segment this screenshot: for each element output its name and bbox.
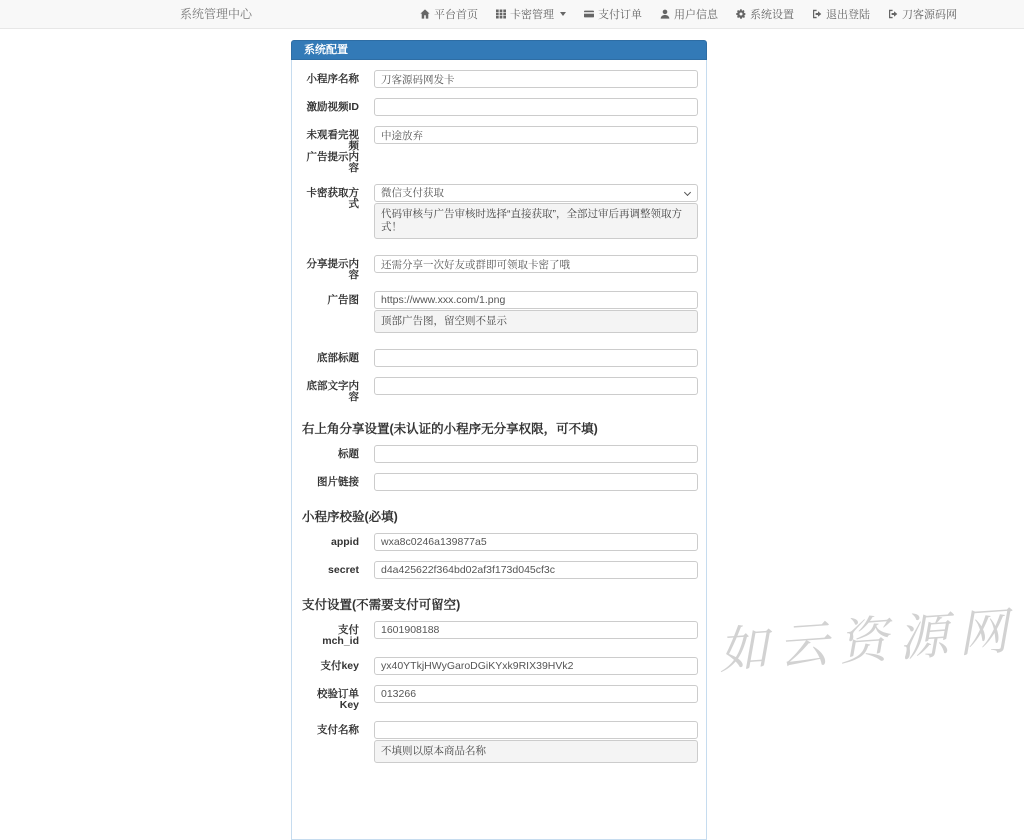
select-card-get-mode[interactable] <box>374 184 698 202</box>
field-col-app-name <box>374 70 698 88</box>
nav-item-6[interactable] <box>803 6 879 22</box>
field-col-secret <box>374 561 698 579</box>
form-row-footer-text <box>302 377 698 403</box>
form-row-share-title <box>302 445 698 463</box>
section-heading: 支付设置(不需要支付可留空) <box>302 598 461 612</box>
form-rows <box>302 70 698 763</box>
input-appid[interactable] <box>374 533 698 551</box>
nav-item-3[interactable] <box>575 6 651 22</box>
field-col-mch-id <box>374 621 698 647</box>
form-row-footer-title <box>302 349 698 367</box>
nav-item-label: 用户信息 <box>674 9 718 21</box>
field-col-order-key <box>374 685 698 711</box>
form-row-secret <box>302 561 698 579</box>
field-label-secret: secret <box>328 564 359 576</box>
credit-card-icon <box>584 9 594 19</box>
input-reward-video-id[interactable] <box>374 98 698 116</box>
input-share-title[interactable] <box>374 445 698 463</box>
field-label-pay-key: 支付key <box>320 660 359 672</box>
field-col-reward-video-id <box>374 98 698 116</box>
field-col-share-image <box>374 473 698 491</box>
help-text-pay-name: 不填则以原本商品名称 <box>374 740 698 763</box>
field-label-footer-title: 底部标题 <box>317 352 359 364</box>
home-icon <box>420 9 430 19</box>
sign-out-icon <box>812 9 822 19</box>
input-ad-image[interactable] <box>374 291 698 309</box>
field-label-appid: appid <box>331 536 359 548</box>
input-mch-id[interactable] <box>374 621 698 639</box>
input-footer-title[interactable] <box>374 349 698 367</box>
grid-icon <box>496 9 506 19</box>
brand-title[interactable]: 系统管理中心 <box>180 7 253 21</box>
input-app-name[interactable] <box>374 70 698 88</box>
nav-item-label: 退出登陆 <box>826 9 870 21</box>
field-label-share-image: 图片链接 <box>317 476 359 488</box>
chevron-down-icon <box>684 189 691 196</box>
form-row-ad-image <box>302 291 698 333</box>
form-row-pay-key <box>302 657 698 675</box>
nav-item-5[interactable] <box>727 6 803 22</box>
nav-item-label: 卡密管理 <box>510 9 554 21</box>
form-row-share-image <box>302 473 698 491</box>
nav-item-1[interactable] <box>411 6 487 22</box>
section-heading: 小程序校验(必填) <box>302 510 398 524</box>
help-text-card-get-mode: 代码审核与广告审核时选择“直接获取”，全部过审后再调整领取方式！ <box>374 203 698 239</box>
nav-item-label: 平台首页 <box>434 9 478 21</box>
nav-item-7[interactable] <box>879 6 966 22</box>
field-label-app-name: 小程序名称 <box>306 73 359 85</box>
watermark-text: 如云资源网 <box>716 601 1020 681</box>
field-col-share-tip <box>374 255 698 281</box>
field-label-reward-video-id: 激励视频ID <box>306 101 359 113</box>
field-label-unwatched-tip: 未观看完视频 广告提示内容 <box>306 129 359 174</box>
field-label-ad-image: 广告图 <box>327 294 359 306</box>
nav-item-label: 支付订单 <box>598 9 642 21</box>
nav-item-label: 刀客源码网 <box>902 9 957 21</box>
field-col-footer-title <box>374 349 698 367</box>
input-pay-name[interactable] <box>374 721 698 739</box>
panel-body <box>291 60 707 840</box>
section-heading: 右上角分享设置(未认证的小程序无分享权限，可不填) <box>302 422 598 436</box>
field-label-mch-id: 支付mch_id <box>322 624 359 647</box>
gear-icon <box>736 9 746 19</box>
form-row-appid <box>302 533 698 551</box>
form-row-share-tip <box>302 255 698 281</box>
form-row-unwatched-tip <box>302 126 698 174</box>
nav-item-label: 系统设置 <box>750 9 794 21</box>
input-unwatched-tip[interactable] <box>374 126 698 144</box>
caret-down-icon <box>560 12 566 16</box>
form-row-reward-video-id <box>302 98 698 116</box>
input-secret[interactable] <box>374 561 698 579</box>
help-text-ad-image: 顶部广告图，留空则不显示 <box>374 310 698 333</box>
form-row-pay-name <box>302 721 698 763</box>
field-label-card-get-mode: 卡密获取方式 <box>306 187 359 210</box>
field-col-ad-image <box>374 291 698 333</box>
select-value: 微信支付获取 <box>381 187 444 199</box>
field-label-share-tip: 分享提示内容 <box>306 258 359 281</box>
field-label-order-key: 校验订单Key <box>317 688 359 711</box>
top-navbar <box>0 0 1024 29</box>
field-label-footer-text: 底部文字内容 <box>306 380 359 403</box>
field-col-unwatched-tip <box>374 126 698 174</box>
input-pay-key[interactable] <box>374 657 698 675</box>
panel-title: 系统配置 <box>291 40 707 60</box>
user-icon <box>660 9 670 19</box>
field-col-share-title <box>374 445 698 463</box>
field-col-pay-name <box>374 721 698 763</box>
field-label-share-title: 标题 <box>338 448 359 460</box>
nav-menu <box>411 0 966 28</box>
input-footer-text[interactable] <box>374 377 698 395</box>
nav-item-4[interactable] <box>651 6 727 22</box>
input-order-key[interactable] <box>374 685 698 703</box>
nav-item-2[interactable] <box>487 6 575 22</box>
form-row-mch-id <box>302 621 698 647</box>
form-row-card-get-mode <box>302 184 698 239</box>
field-col-card-get-mode <box>374 184 698 239</box>
input-share-tip[interactable] <box>374 255 698 273</box>
sign-out-icon <box>888 9 898 19</box>
field-col-footer-text <box>374 377 698 403</box>
input-share-image[interactable] <box>374 473 698 491</box>
field-col-appid <box>374 533 698 551</box>
system-config-panel <box>291 40 707 840</box>
form-row-app-name <box>302 70 698 88</box>
form-row-order-key <box>302 685 698 711</box>
field-label-pay-name: 支付名称 <box>317 724 359 736</box>
field-col-pay-key <box>374 657 698 675</box>
